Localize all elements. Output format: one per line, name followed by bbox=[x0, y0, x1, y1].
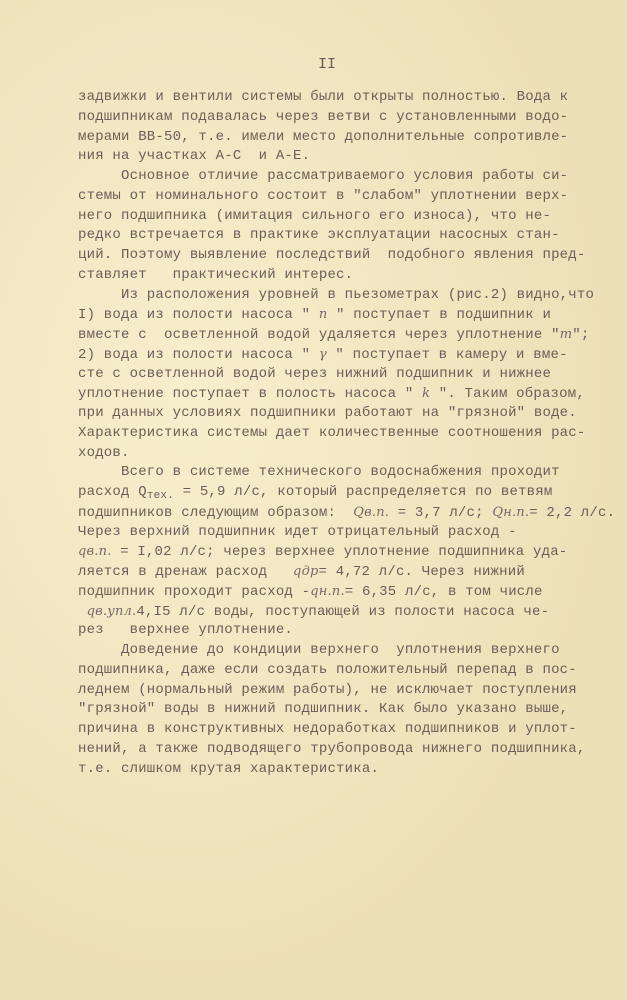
text-line bbox=[78, 444, 588, 464]
typed-text: при данных условиях подшипники работают на "грязной" воде. bbox=[78, 405, 577, 421]
text-line bbox=[78, 582, 588, 602]
typed-text: Основное отличие рассматриваемого условия работы си- bbox=[78, 168, 569, 184]
typed-text: Через верхний подшипник идет отрицательный расход - bbox=[78, 523, 517, 540]
typed-text: Доведение до кондиции верхнего уплотнения верхнего bbox=[78, 642, 560, 658]
text-line bbox=[78, 720, 588, 740]
typed-text: подшипников следующим образом: bbox=[78, 504, 354, 521]
typed-text: Из расположения уровней в пьезометрах (рис.2) видно,что bbox=[78, 286, 595, 303]
typed-text: ций. Поэтому выявление последствий подобного явления пред- bbox=[78, 247, 586, 263]
text-line bbox=[78, 345, 588, 365]
typed-text: ляется в дренаж расход bbox=[78, 564, 294, 580]
typed-text: леднем (нормальный режим работы), не исключает поступления bbox=[78, 681, 577, 698]
text-line bbox=[78, 641, 588, 661]
typed-text: вместе с осветленной водой удаляется через уплотнение " bbox=[78, 327, 560, 343]
handwritten-symbol: qдр bbox=[293, 564, 319, 579]
text-line bbox=[78, 523, 588, 543]
typed-text: причина в конструктивных недоработках подшипников и уплот- bbox=[78, 721, 577, 737]
text-line bbox=[78, 463, 588, 483]
text-line bbox=[78, 325, 588, 345]
typed-text: "грязной" воды в нижний подшипник. Как было указано выше, bbox=[78, 701, 569, 718]
text-line bbox=[78, 661, 588, 681]
text-line bbox=[78, 424, 588, 444]
text-line bbox=[78, 187, 588, 207]
typed-text: Всего в системе технического водоснабжения проходит bbox=[78, 464, 560, 481]
typed-text: задвижки и вентили системы были открыты полностью. Вода к bbox=[78, 89, 569, 105]
handwritten-symbol: Qн.п. bbox=[492, 504, 530, 520]
typed-text: стемы от номинального состоит в "слабом" уплотнении верх- bbox=[78, 187, 569, 204]
typed-text: ставляет практический интерес. bbox=[78, 266, 354, 283]
handwritten-symbol: n bbox=[318, 307, 328, 323]
typed-text: ". Таким образом, bbox=[430, 386, 585, 403]
text-line bbox=[78, 621, 588, 641]
text-line bbox=[78, 167, 588, 187]
text-line bbox=[78, 602, 588, 622]
text-line bbox=[78, 542, 588, 562]
text-line bbox=[78, 365, 588, 385]
typed-text: т.е. слишком крутая характеристика. bbox=[78, 760, 380, 777]
typed-text: мерами ВВ-50, т.е. имели место дополнительные сопротивле- bbox=[78, 128, 569, 145]
typed-text: 2) вода из полости насоса " bbox=[78, 346, 319, 363]
text-line bbox=[78, 760, 588, 780]
text-line bbox=[78, 207, 588, 227]
text-line bbox=[78, 128, 588, 148]
text-line bbox=[78, 740, 588, 760]
typed-text: ходов. bbox=[78, 444, 130, 461]
typed-text: = 2,2 л/с. bbox=[529, 504, 616, 521]
handwritten-symbol: qв.п. bbox=[78, 544, 112, 560]
text-line bbox=[78, 108, 588, 128]
typed-text: ния на участках А-С и А-Е. bbox=[78, 148, 311, 165]
text-line bbox=[78, 503, 616, 523]
text-line bbox=[78, 700, 588, 720]
typed-text: " поступает в камеру и вме- bbox=[326, 346, 568, 363]
text-line bbox=[78, 286, 595, 306]
typed-text: = 5,9 л/с, который распределяется по ветвям bbox=[174, 484, 553, 500]
text-line bbox=[78, 384, 588, 404]
handwritten-symbol: qв.упл. bbox=[86, 603, 137, 619]
text-line bbox=[78, 681, 588, 701]
page-number: II bbox=[318, 56, 337, 73]
text-line bbox=[78, 305, 588, 325]
text-line bbox=[78, 246, 588, 266]
text-line bbox=[78, 88, 588, 108]
typed-text: расход Q bbox=[78, 484, 147, 500]
typed-text: I) вода из полости насоса " bbox=[78, 307, 319, 324]
typed-text: подшипникам подавалась через ветви с установленными водо- bbox=[78, 108, 569, 125]
text-line bbox=[78, 266, 588, 286]
handwritten-symbol: k bbox=[422, 386, 431, 402]
typed-text: подшипника, даже если создать положительный перепад в пос- bbox=[78, 661, 577, 678]
document-body bbox=[78, 88, 616, 779]
subscript: тех. bbox=[146, 490, 175, 502]
typed-text bbox=[78, 604, 87, 620]
text-line bbox=[78, 147, 588, 167]
typed-text: рез верхнее уплотнение. bbox=[78, 622, 294, 639]
text-line bbox=[78, 404, 588, 424]
typed-text: сте с осветленной водой через нижний подшипник и нижнее bbox=[78, 365, 552, 382]
typed-text: 4,I5 л/с воды, поступающей из полости насоса че- bbox=[136, 603, 550, 620]
text-line bbox=[78, 562, 588, 582]
typed-text: уплотнение поступает в полость насоса " bbox=[78, 386, 423, 403]
handwritten-symbol: m bbox=[559, 327, 573, 342]
typed-text: = 4,72 л/с. Через нижний bbox=[318, 564, 525, 580]
typed-text: = 6,35 л/с, в том числе bbox=[344, 583, 543, 600]
typed-text: " поступает в подшипник и bbox=[327, 307, 552, 324]
typed-text: Характеристика системы дает количественные соотношения рас- bbox=[78, 424, 586, 441]
handwritten-symbol: qн.п. bbox=[310, 583, 345, 599]
text-line bbox=[78, 226, 588, 246]
handwritten-symbol: γ bbox=[318, 346, 327, 362]
typed-text: редко встречается в практике эксплуатации насосных стан- bbox=[78, 227, 560, 244]
typed-text: него подшипника (имитация сильного его износа), что не- bbox=[78, 207, 552, 224]
handwritten-symbol: Qв.п. bbox=[353, 504, 390, 520]
typed-text: = 3,7 л/с; bbox=[389, 504, 493, 521]
typed-text: нений, а также подводящего трубопровода нижнего подшипника, bbox=[78, 740, 586, 757]
typed-text: подшипник проходит расход - bbox=[78, 583, 311, 600]
typed-text: "; bbox=[572, 327, 590, 343]
typed-text: = I,02 л/с; через верхнее уплотнение подшипника уда- bbox=[111, 544, 568, 561]
text-line bbox=[78, 483, 588, 503]
